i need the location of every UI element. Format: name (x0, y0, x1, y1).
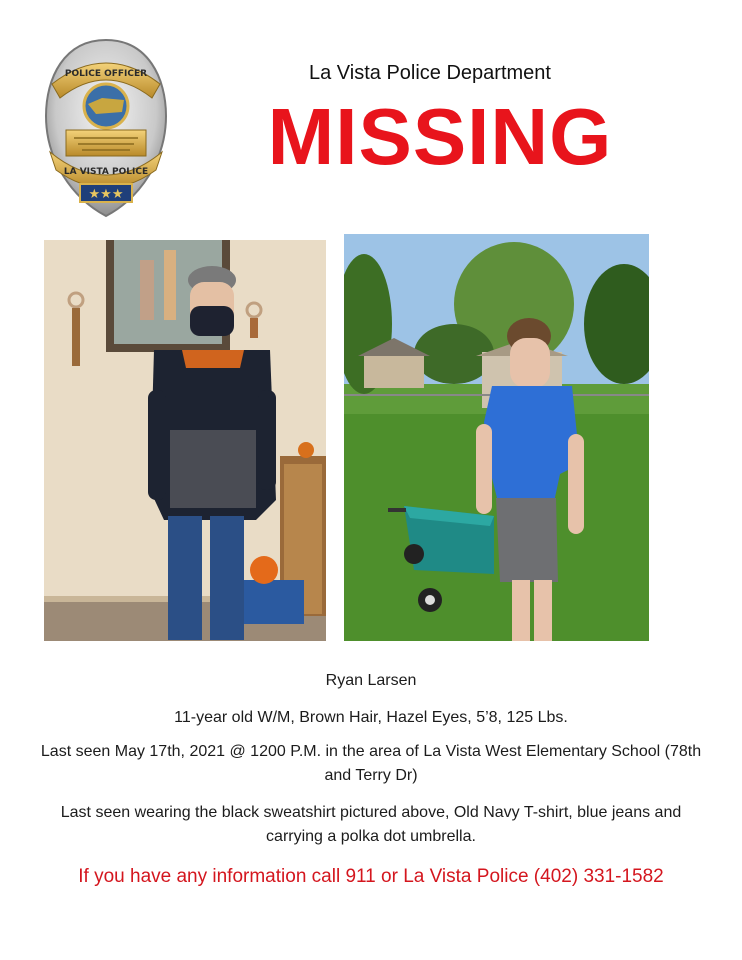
person-description: 11-year old W/M, Brown Hair, Hazel Eyes, 5’8, 125 Lbs. (174, 709, 568, 726)
photo-outdoor (344, 234, 649, 641)
contact-info: If you have any information call 911 or La Vista Police (402) 331-1582 (78, 866, 664, 887)
missing-headline: MISSING (267, 92, 613, 181)
person-name: Ryan Larsen (325, 672, 417, 689)
department-name: La Vista Police Department (309, 62, 551, 84)
last-seen-text: Last seen May 17th, 2021 @ 1200 P.M. in the area of La Vista West Elementary School (78th and Terry Dr) (40, 743, 702, 784)
photo-indoor (44, 240, 326, 641)
badge-bottom-text: LA VISTA POLICE (63, 167, 149, 177)
badge-top-text: POLICE OFFICER (64, 69, 148, 79)
badge-stars: ★★★ (88, 187, 124, 202)
clothing-text: Last seen wearing the black sweatshirt pictured above, Old Navy T-shirt, blue jeans and carrying a polka dot umbrella. (60, 804, 682, 845)
police-badge-logo (44, 38, 168, 218)
